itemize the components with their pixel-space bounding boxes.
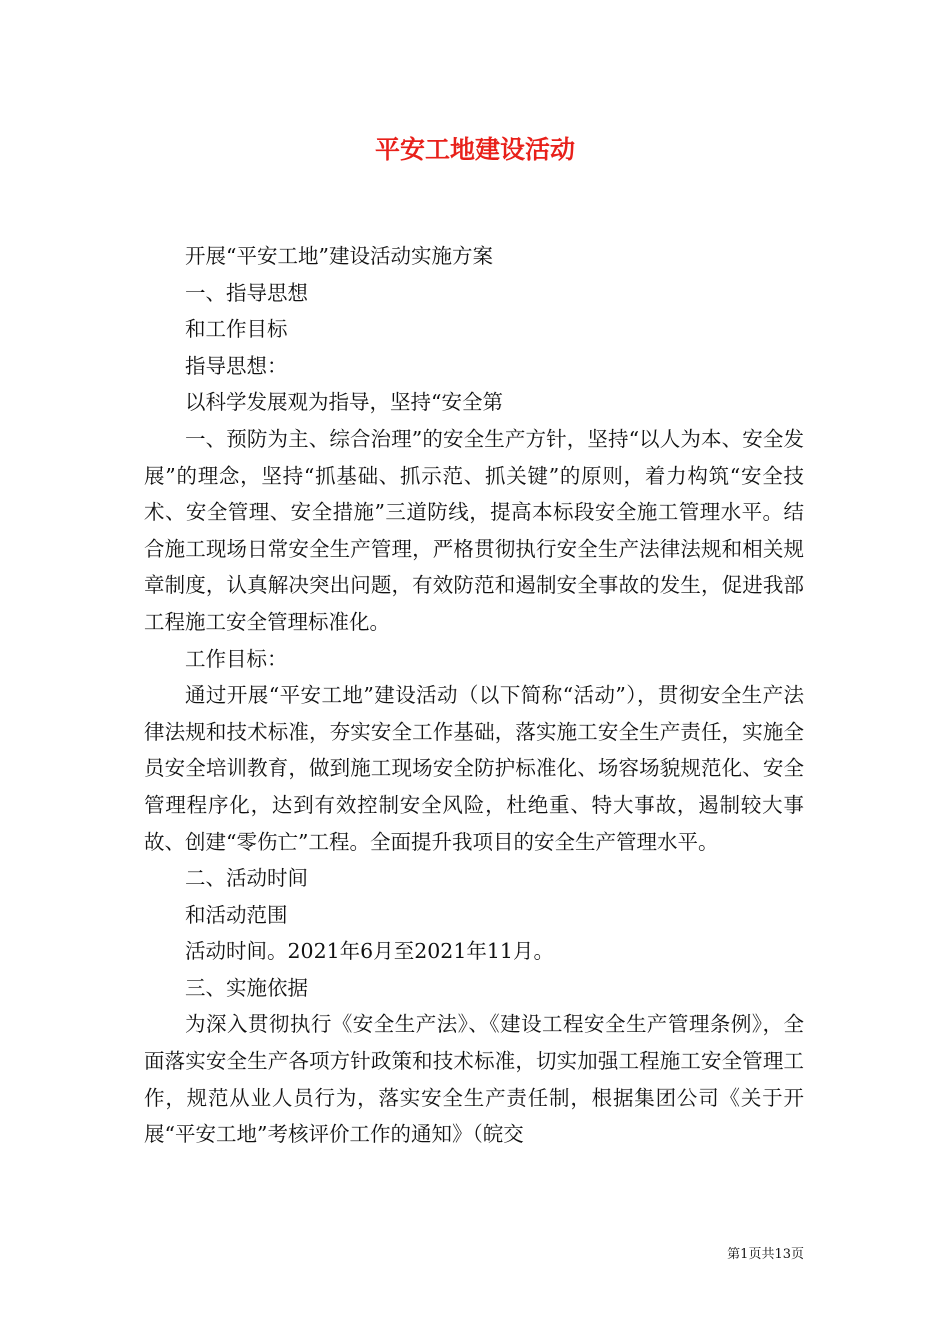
paragraph-plan-title: 开展“平安工地”建设活动实施方案 <box>185 244 493 268</box>
paragraph-work-goal-body: 通过开展“平安工地”建设活动（以下简称“活动”），贯彻安全生产法律法规和技术标准，夯实安全工作基础，落实施工安全生产责任，实施全员安全培训教育，做到施工现场安全防护标准化、场容场貌规范化、安全管理程序化，达到有效控制安全风险，杜绝重、特大事故，遏制较大事故、创建“零伤亡”工程。全面提升我项目的安全生产管理水平。 <box>144 683 804 854</box>
paragraph-section-1-heading: 一、指导思想 <box>185 280 308 305</box>
paragraph-guiding-ideology-label: 指导思想： <box>185 353 288 378</box>
document-title: 平安工地建设活动 <box>374 135 575 164</box>
paragraph-work-goal-label: 工作目标： <box>185 646 288 671</box>
paragraph-guiding-ideology-body: 一、预防为主、综合治理”的安全生产方针，坚持“以人为本、安全发展”的理念，坚持“抓基础、抓示范、抓关键”的原则，着力构筑“安全技术、安全管理、安全措施”三道防线，提高本标段安全施工管理水平。结合施工现场日常安全生产管理，严格贯彻执行安全生产法律法规和相关规章制度，认真解决突出问题，有效防范和遏制安全事故的发生，促进我部工程施工安全管理标准化。 <box>144 426 804 634</box>
paragraph-basis-body: 为深入贯彻执行《安全生产法》、《建设工程安全生产管理条例》，全面落实安全生产各项方针政策和技术标准，切实加强工程施工安全管理工作，规范从业人员行为，落实安全生产责任制，根据集团公司《关于开展“平安工地”考核评价工作的通知》（皖交 <box>144 1012 804 1147</box>
page-number-footer: 第1页共13页 <box>727 1247 804 1262</box>
paragraph-section-2-heading: 二、活动时间 <box>185 866 308 891</box>
paragraph-section-3-heading: 三、实施依据 <box>185 975 308 1000</box>
paragraph-activity-time: 活动时间。2021年6月至2021年11月。 <box>185 939 554 964</box>
paragraph-guiding-ideology-start: 以科学发展观为指导，坚持“安全第 <box>185 390 503 415</box>
paragraph-section-2-heading-cont: 和活动范围 <box>185 902 288 927</box>
document-body <box>144 238 804 1153</box>
paragraph-section-1-heading-cont: 和工作目标 <box>185 317 288 342</box>
